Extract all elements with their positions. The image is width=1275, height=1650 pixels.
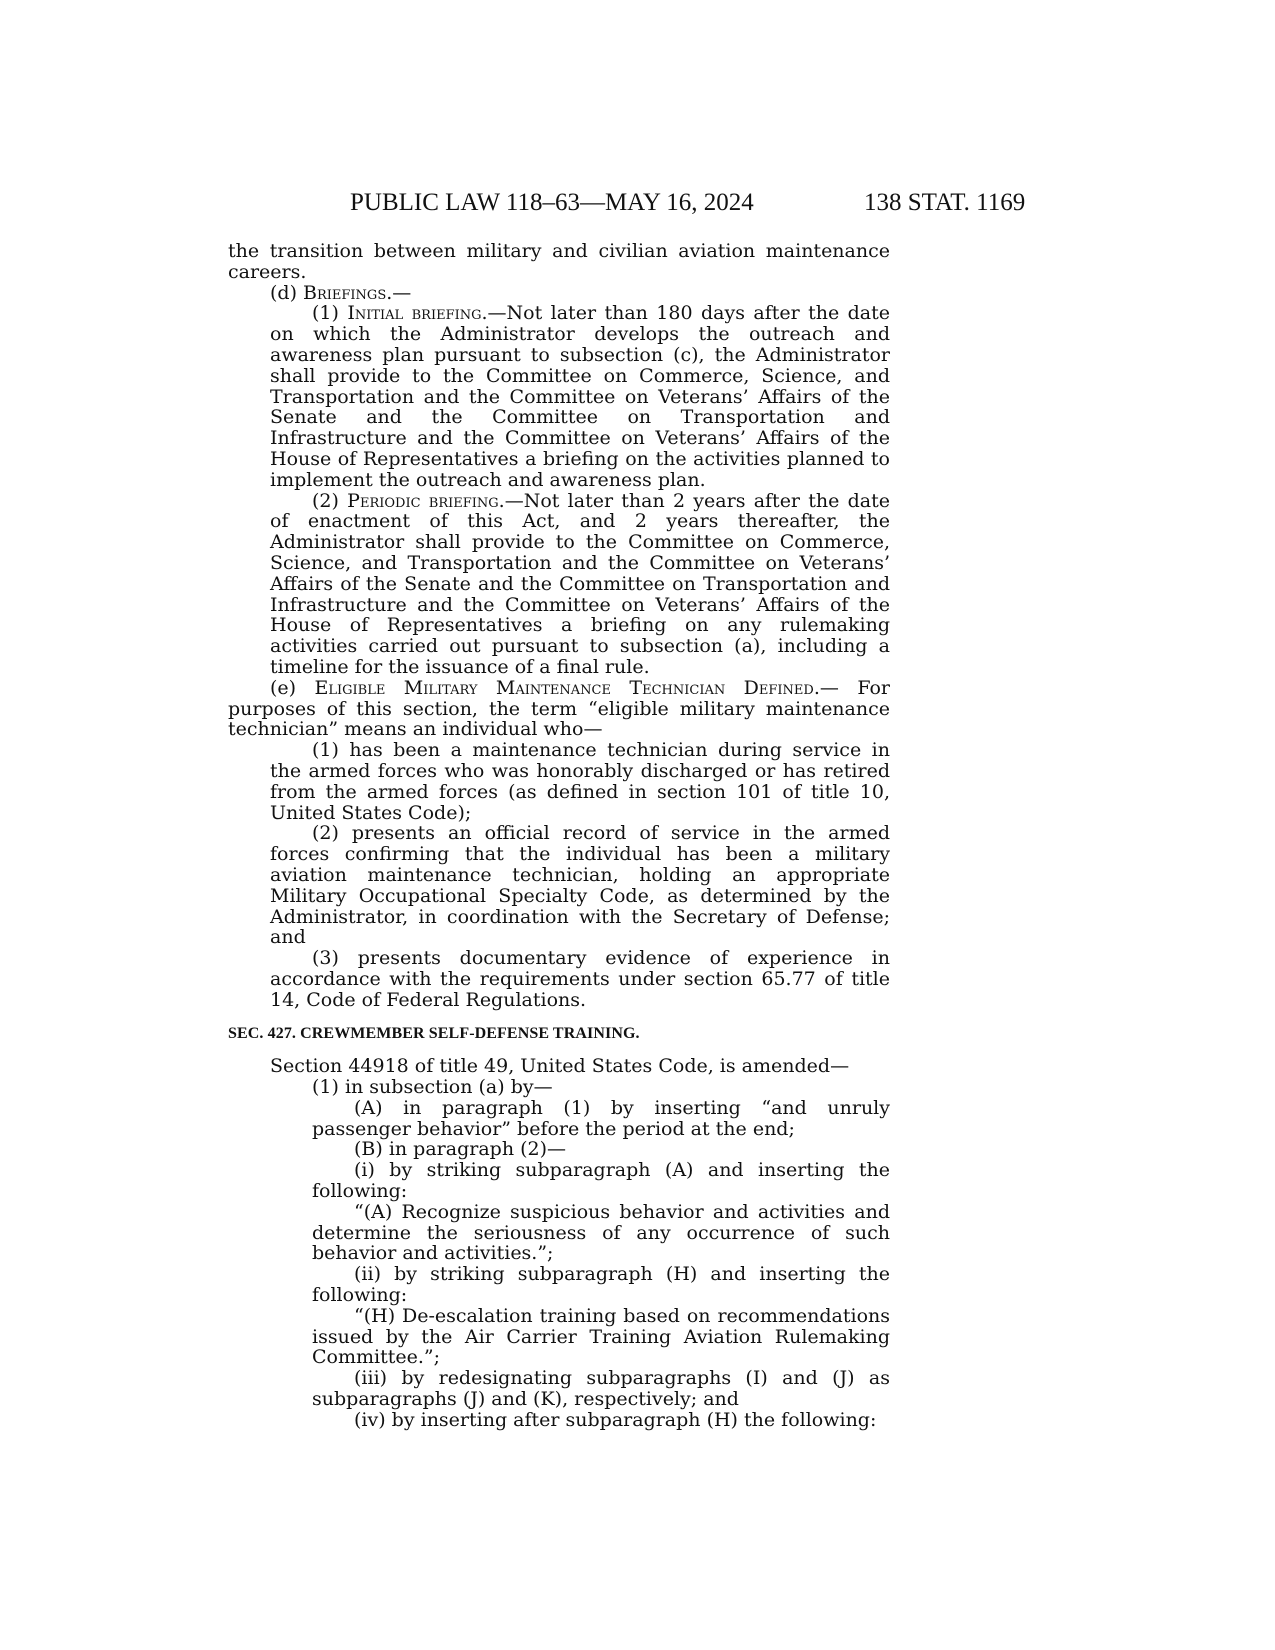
subsection-e-title: Eligible Military Maintenance Technician Defined [314, 676, 814, 699]
subsection-d-heading [228, 283, 890, 304]
paragraph-e3: (3) presents documentary evidence of experience in accordance with the requirements under section 65.77 of title 14, Code of Federal Regulations. [270, 947, 890, 1011]
item-iii: (iii) by redesignating subparagraphs (I) and (J) as subparagraphs (J) and (K), respectively; and [312, 1367, 890, 1411]
section-427-intro: Section 44918 of title 49, United States Code, is amended— [270, 1055, 850, 1078]
item-iv: (iv) by inserting after subparagraph (H) the following: [354, 1408, 877, 1431]
document-body [228, 241, 890, 1431]
paragraph-d2-text: .—Not later than 2 years after the date of enactment of this Act, and 2 years thereafter, the Administrator shall provide to the Committee on Commerce, Science, and Transportation and the Committee on Veterans’ Affairs of the Senate and the Committee on Transportation and Infrastructure and the Committee on Veterans’ Affairs of the House of Representatives a briefing on any rulemaking activities carried out pursuant to subsection (a), including a timeline for the issuance of a final rule. [270, 489, 891, 678]
paragraph-d1-label: (1) [312, 302, 348, 325]
subsection-d-title: Briefings [303, 281, 387, 304]
paragraph-d2-label: (2) [312, 489, 348, 512]
paragraph-d1-text: .—Not later than 180 days after the date on which the Administrator develops the outreach and awareness plan pursuant to subsection (c), the Administrator shall provide to the Committee on Commerce, Science, and Transportation and the Committee on Veterans’ Affairs of the Senate and the Committee on Transportation and Infrastructure and the Committee on Veterans’ Affairs of the House of Representatives a briefing on the activities planned to implement the outreach and awareness plan. [270, 302, 891, 491]
item-B: (B) in paragraph (2)— [354, 1138, 567, 1161]
subsection-e-label: (e) [270, 676, 315, 699]
paragraph-e1: (1) has been a maintenance technician during service in the armed forces who was honorably discharged or has retired from the armed forces (as defined in section 101 of title 10, United States Code); [270, 739, 890, 824]
quoted-H: “(H) De-escalation training based on recommendations issued by the Air Carrier Training Aviation Rulemaking Committee.”; [312, 1304, 890, 1369]
subsection-d-dash: .— [386, 281, 412, 304]
item-A: (A) in paragraph (1) by inserting “and unruly passenger behavior” before the period at the end; [312, 1096, 890, 1140]
paragraph-e2: (2) presents an official record of service in the armed forces confirming that the individual has been a military aviation maintenance technician, holding an appropriate Military Occupational Specialty Code, as determined by the Administrator, in coordination with the Secretary of Defense; and [270, 822, 890, 949]
section-427-heading: SEC. 427. CREWMEMBER SELF-DEFENSE TRAINING. [228, 1025, 640, 1043]
item-i: (i) by striking subparagraph (A) and inserting the following: [312, 1159, 890, 1203]
paragraph-d2-title: Periodic briefing [347, 489, 499, 512]
paragraph-d1 [228, 303, 890, 490]
public-law-citation: PUBLIC LAW 118–63—MAY 16, 2024 [350, 189, 754, 216]
item-1: (1) in subsection (a) by— [312, 1076, 553, 1099]
paragraph-d2 [228, 491, 890, 678]
subsection-d-label: (d) [270, 281, 304, 304]
item-ii: (ii) by striking subparagraph (H) and inserting the following: [312, 1263, 890, 1307]
paragraph-d1-title: Initial briefing [347, 302, 482, 325]
paragraph-continuation: the transition between military and civilian aviation maintenance careers. [228, 240, 890, 283]
subsection-e-text: .— For purposes of this section, the term “eligible military maintenance technician” means an individual who— [228, 676, 891, 741]
quoted-A: “(A) Recognize suspicious behavior and activities and determine the seriousness of any occurrence of such behavior and activities.”; [312, 1200, 890, 1265]
subsection-e [228, 678, 890, 740]
statute-page-number: 138 STAT. 1169 [864, 189, 1026, 216]
